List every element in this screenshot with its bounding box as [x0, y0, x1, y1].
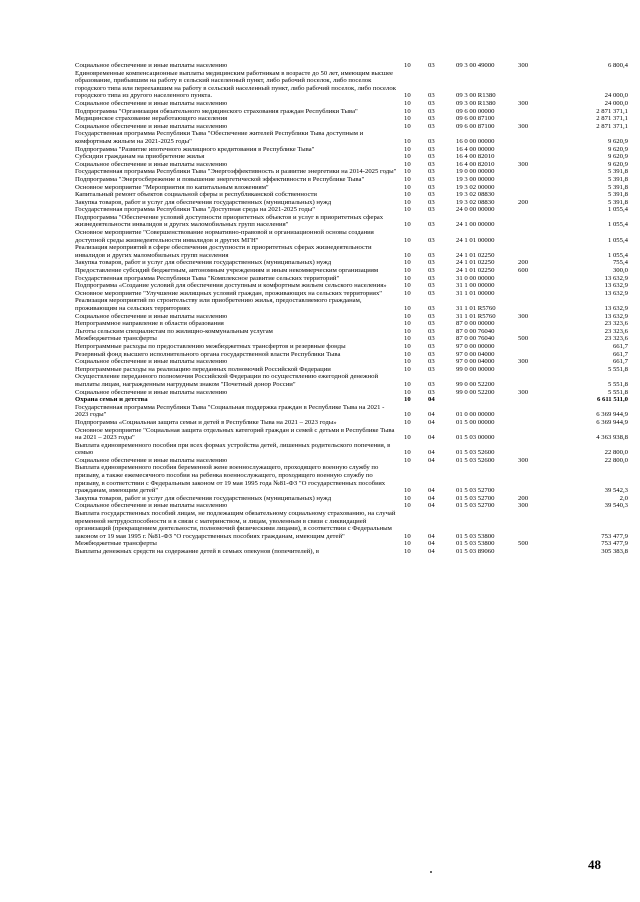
subsection-code: 04 [428, 540, 435, 548]
target-article-code: 01 5 03 52700 [456, 502, 495, 510]
section-code: 10 [404, 168, 411, 176]
table-row [75, 130, 630, 145]
subsection-code: 03 [428, 365, 435, 373]
amount: 5 551,8 [607, 388, 628, 396]
target-article-code: 01 5 03 52700 [456, 494, 495, 502]
section-code: 10 [404, 388, 411, 396]
target-article-code: 09 6 00 87100 [456, 122, 495, 130]
expense-type-code: 500 [518, 540, 529, 548]
section-code: 10 [404, 532, 411, 540]
amount: 1 055,4 [607, 206, 628, 214]
page-number: 48 [588, 857, 601, 872]
expense-name: Реализация мероприятий в сфере обеспечения доступности в приоритетных сферах жизнедеятельности инвалидов и других маломобильных групп населения [75, 244, 372, 259]
amount: 6 800,4 [607, 62, 628, 69]
subsection-code: 04 [428, 449, 435, 457]
amount: 661,7 [612, 350, 628, 358]
section-code: 10 [404, 236, 411, 244]
section-code: 10 [404, 206, 411, 214]
section-code: 10 [404, 137, 411, 145]
section-code: 10 [404, 502, 411, 510]
expense-type-code: 300 [518, 99, 529, 107]
target-article-code: 09 3 00 R1380 [456, 99, 496, 107]
expense-name: Социальное обеспечение и иные выплаты населению [75, 122, 228, 130]
expense-name: Подпрограмма «Создание условий для обеспечения доступным и комфортным жильем сельского населения» [75, 282, 387, 290]
section-code: 10 [404, 434, 411, 442]
target-article-code: 24 1 01 02250 [456, 251, 495, 259]
amount: 661,7 [612, 358, 628, 366]
subsection-code: 03 [428, 160, 435, 168]
table-row [75, 199, 630, 207]
subsection-code: 03 [428, 183, 435, 191]
section-code: 10 [404, 251, 411, 259]
expense-name: Основное мероприятие "Социальная защита отдельных категорий граждан и семей с детьми в Республике Тыва на 2021 – 2023 годы" [75, 426, 395, 442]
expense-type-code: 300 [518, 312, 529, 320]
target-article-code: 16 4 00 00000 [456, 145, 495, 153]
section-code: 10 [404, 350, 411, 358]
target-article-code: 87 0 00 00000 [456, 320, 495, 328]
amount: 5 391,8 [607, 168, 628, 176]
table-row [75, 389, 630, 397]
expense-name: Осуществление переданного полномочия Российской Федерации по осуществлению ежегодной денежной выплаты лицам, награжденным нагрудным знаком "Почетный донор России" [75, 373, 379, 388]
section-code: 10 [404, 540, 411, 548]
section-code: 10 [404, 183, 411, 191]
budget-table [75, 62, 630, 556]
amount: 753 477,9 [601, 540, 628, 548]
table-row [75, 214, 630, 229]
target-article-code: 16 4 00 82010 [456, 153, 495, 161]
table-row [75, 457, 630, 465]
table-row [75, 419, 630, 427]
amount: 24 000,0 [604, 99, 628, 107]
amount: 6 611 511,0 [596, 396, 628, 404]
table-row [75, 229, 630, 244]
amount: 755,4 [612, 259, 628, 267]
section-code: 10 [404, 411, 411, 419]
expense-type-code: 300 [518, 456, 529, 464]
expense-name: Межбюджетные трансферты [75, 335, 157, 343]
subsection-code: 04 [428, 487, 435, 495]
expense-name: Социальное обеспечение и иные выплаты населению [75, 456, 228, 464]
subsection-code: 03 [428, 282, 435, 290]
table-row [75, 502, 630, 510]
section-code: 10 [404, 380, 411, 388]
target-article-code: 01 5 03 52600 [456, 456, 495, 464]
target-article-code: 01 0 00 00000 [456, 411, 495, 419]
subsection-code: 03 [428, 320, 435, 328]
table-row [75, 495, 630, 503]
subsection-code: 03 [428, 191, 435, 199]
expense-name: Непрограммные расходы по предоставлению межбюджетных трансфертов и резервные фонды [75, 342, 346, 350]
subsection-code: 03 [428, 137, 435, 145]
section-code: 10 [404, 396, 411, 404]
section-code: 10 [404, 115, 411, 123]
subsection-code: 04 [428, 418, 435, 426]
target-article-code: 01 5 03 52600 [456, 449, 495, 457]
table-row [75, 244, 630, 259]
subsection-code: 03 [428, 99, 435, 107]
amount: 23 323,6 [604, 320, 628, 328]
subsection-code: 03 [428, 350, 435, 358]
amount: 1 055,4 [607, 251, 628, 259]
expense-type-code: 300 [518, 122, 529, 130]
amount: 300,0 [612, 267, 628, 275]
section-code: 10 [404, 449, 411, 457]
expense-name: Предоставление субсидий бюджетным, автономным учреждениям и иным некоммерческим организациям [75, 267, 379, 275]
table-row [75, 62, 630, 70]
table-row [75, 123, 630, 131]
subsection-code: 03 [428, 122, 435, 130]
target-article-code: 01 5 00 00000 [456, 418, 495, 426]
amount: 9 620,9 [607, 137, 628, 145]
expense-name: Льготы сельским специалистам по жилищно-коммунальным услугам [75, 327, 273, 335]
table-row [75, 358, 630, 366]
expense-type-code: 500 [518, 335, 529, 343]
subsection-code: 04 [428, 396, 435, 404]
table-row [75, 259, 630, 267]
section-code: 10 [404, 494, 411, 502]
table-row [75, 313, 630, 321]
table-row [75, 100, 630, 108]
amount: 6 369 944,9 [596, 411, 628, 419]
subsection-code: 03 [428, 342, 435, 350]
subsection-code: 04 [428, 456, 435, 464]
amount: 13 632,9 [604, 282, 628, 290]
amount: 6 369 944,9 [596, 418, 628, 426]
table-row [75, 115, 630, 123]
section-code: 10 [404, 274, 411, 282]
table-row [75, 510, 630, 540]
table-row [75, 373, 630, 388]
expense-name: Государственная программа Республики Тыва "Социальная поддержка граждан в Республике Тыва на 2021 - 2023 годы" [75, 403, 385, 419]
amount: 23 323,6 [604, 327, 628, 335]
section-code: 10 [404, 267, 411, 275]
subsection-code: 03 [428, 206, 435, 214]
amount: 13 632,9 [604, 305, 628, 312]
section-code: 10 [404, 320, 411, 328]
expense-name: Социальное обеспечение и иные выплаты населению [75, 502, 228, 510]
expense-name: Подпрограмма "Организация обязательного медицинского страхования граждан Республики Тыва" [75, 107, 358, 115]
subsection-code: 03 [428, 115, 435, 123]
target-article-code: 01 5 03 89060 [456, 548, 495, 555]
target-article-code: 19 3 00 00000 [456, 175, 495, 183]
section-code: 10 [404, 305, 411, 312]
table-row [75, 184, 630, 192]
subsection-code: 03 [428, 259, 435, 267]
target-article-code: 31 1 01 R5760 [456, 312, 496, 320]
target-article-code: 24 1 01 00000 [456, 236, 495, 244]
target-article-code: 31 0 00 00000 [456, 274, 495, 282]
table-row [75, 206, 630, 214]
expense-name: Резервный фонд высшего исполнительного органа государственной власти Республики Тыва [75, 350, 341, 358]
subsection-code: 03 [428, 168, 435, 176]
expense-type-code: 300 [518, 62, 529, 69]
target-article-code: 01 5 03 53800 [456, 540, 495, 548]
section-code: 10 [404, 418, 411, 426]
amount: 22 800,0 [604, 449, 628, 457]
table-row [75, 396, 630, 404]
target-article-code: 19 3 02 08830 [456, 198, 495, 206]
target-article-code: 87 0 00 76040 [456, 335, 495, 343]
amount: 2,0 [619, 494, 628, 502]
target-article-code: 99 0 00 00000 [456, 365, 495, 373]
expense-name: Социальное обеспечение и иные выплаты населению [75, 312, 228, 320]
table-row [75, 191, 630, 199]
amount: 753 477,9 [601, 532, 628, 540]
target-article-code: 97 0 00 04000 [456, 350, 495, 358]
expense-name: Социальное обеспечение и иные выплаты населению [75, 62, 228, 69]
subsection-code: 04 [428, 494, 435, 502]
subsection-code: 04 [428, 532, 435, 540]
section-code: 10 [404, 358, 411, 366]
amount: 305 383,8 [601, 548, 628, 555]
table-row [75, 153, 630, 161]
table-row [75, 540, 630, 548]
amount: 9 620,9 [607, 160, 628, 168]
expense-type-code: 600 [518, 267, 529, 275]
table-row [75, 335, 630, 343]
target-article-code: 09 6 00 87100 [456, 115, 495, 123]
expense-name: Основное мероприятие "Улучшение жилищных условий граждан, проживающих на сельских территориях" [75, 289, 383, 297]
amount: 23 323,6 [604, 335, 628, 343]
expense-name: Охрана семьи и детства [75, 396, 148, 404]
expense-name: Закупка товаров, работ и услуг для обеспечения государственных (муниципальных) нужд [75, 259, 332, 267]
section-code: 10 [404, 342, 411, 350]
subsection-code: 03 [428, 335, 435, 343]
expense-name: Субсидии гражданам на приобретение жилья [75, 153, 205, 161]
amount: 5 551,8 [607, 365, 628, 373]
target-article-code: 97 0 00 00000 [456, 342, 495, 350]
subsection-code: 03 [428, 274, 435, 282]
table-row [75, 108, 630, 116]
target-article-code: 24 1 00 00000 [456, 221, 495, 229]
expense-name: Медицинское страхование неработающего населения [75, 115, 228, 123]
table-row [75, 161, 630, 169]
section-code: 10 [404, 365, 411, 373]
table-row [75, 146, 630, 154]
subsection-code: 03 [428, 380, 435, 388]
expense-name: Выплаты денежных средств на содержание детей в семьях опекунов (попечителей), в [75, 548, 319, 555]
expense-name: Государственная программа Республики Тыва "Обеспечение жителей Республики Тыва доступным и комфортным жильем на 2021-2025 годы" [75, 130, 364, 145]
expense-type-code: 300 [518, 358, 529, 366]
section-code: 10 [404, 487, 411, 495]
section-code: 10 [404, 312, 411, 320]
table-row [75, 343, 630, 351]
target-article-code: 01 5 03 00000 [456, 434, 495, 442]
expense-type-code: 300 [518, 502, 529, 510]
amount: 5 391,8 [607, 198, 628, 206]
table-row [75, 464, 630, 494]
table-row [75, 427, 630, 442]
target-article-code: 09 3 00 49000 [456, 62, 495, 69]
table-row [75, 442, 630, 457]
amount: 1 055,4 [607, 236, 628, 244]
table-row [75, 404, 630, 419]
target-article-code: 09 3 00 R1380 [456, 92, 496, 100]
target-article-code: 16 0 00 00000 [456, 137, 495, 145]
expense-type-code: 200 [518, 259, 529, 267]
table-row [75, 168, 630, 176]
subsection-code: 03 [428, 62, 435, 69]
amount: 5 391,8 [607, 183, 628, 191]
section-code: 10 [404, 335, 411, 343]
subsection-code: 03 [428, 145, 435, 153]
section-code: 10 [404, 175, 411, 183]
target-article-code: 31 1 01 00000 [456, 289, 495, 297]
subsection-code: 03 [428, 312, 435, 320]
amount: 39 542,3 [604, 487, 628, 495]
expense-name: Непрограммные расходы на реализацию переданных полномочий Российской Федерации [75, 365, 331, 373]
expense-name: Непрограммное направление в области образования [75, 320, 224, 328]
target-article-code: 19 3 02 08830 [456, 191, 495, 199]
expense-type-code: 200 [518, 198, 529, 206]
subsection-code: 03 [428, 107, 435, 115]
expense-name: Социальное обеспечение и иные выплаты населению [75, 388, 228, 396]
section-code: 10 [404, 198, 411, 206]
subsection-code: 03 [428, 305, 435, 312]
section-code: 10 [404, 122, 411, 130]
expense-name: Основное мероприятие "Совершенствование нормативно-правовой и организационной основы создания доступной среды жизнедеятельности инвалидов и других МГН" [75, 229, 374, 244]
target-article-code: 24 1 01 02250 [456, 259, 495, 267]
subsection-code: 03 [428, 175, 435, 183]
amount: 4 363 938,8 [596, 434, 628, 442]
expense-type-code: 200 [518, 494, 529, 502]
amount: 39 540,3 [604, 502, 628, 510]
expense-name: Реализация мероприятий по строительству или приобретению жилья, предоставляемого гражданам, проживающим на сельских территориях [75, 297, 362, 312]
target-article-code: 24 0 00 00000 [456, 206, 495, 214]
target-article-code: 19 3 02 00000 [456, 183, 495, 191]
subsection-code: 03 [428, 289, 435, 297]
expense-name: Подпрограмма "Энергосбережение и повышение энергетической эффективности в Республике Тыва" [75, 175, 365, 183]
subsection-code: 04 [428, 411, 435, 419]
section-code: 10 [404, 327, 411, 335]
amount: 2 871 371,1 [596, 122, 628, 130]
subsection-code: 03 [428, 221, 435, 229]
subsection-code: 03 [428, 236, 435, 244]
expense-name: Выплата государственных пособий лицам, не подлежащим обязательному социальному страхованию, на случай временной нетрудоспособности и в связи с материнством, и лицам, уволенным в связи с ликвидацией организаций (прекращением деятельности, полномочий физическими лицами), в соответствии с Федеральным законом от 19 мая 1995 г. №81-ФЗ "О государственных пособиях гражданам, имеющим детей" [75, 510, 396, 540]
section-code: 10 [404, 160, 411, 168]
section-code: 10 [404, 259, 411, 267]
expense-name: Капитальный ремонт объектов социальной сферы и республиканской собственности [75, 191, 317, 199]
table-row [75, 282, 630, 290]
target-article-code: 99 0 00 52200 [456, 380, 495, 388]
expense-type-code: 300 [518, 160, 529, 168]
expense-name: Социальное обеспечение и иные выплаты населению [75, 160, 228, 168]
table-row [75, 267, 630, 275]
amount: 2 871 371,1 [596, 107, 628, 115]
amount: 13 632,9 [604, 274, 628, 282]
target-article-code: 31 1 01 R5760 [456, 305, 496, 312]
expense-name: Государственная программа Республики Тыва "Комплексное развитие сельских территорий" [75, 274, 340, 282]
section-code: 10 [404, 145, 411, 153]
target-article-code: 24 1 01 02250 [456, 267, 495, 275]
section-code: 10 [404, 191, 411, 199]
amount: 13 632,9 [604, 312, 628, 320]
expense-name: Социальное обеспечение и иные выплаты населению [75, 99, 228, 107]
target-article-code: 01 5 03 53800 [456, 532, 495, 540]
table-row [75, 351, 630, 359]
target-article-code: 09 6 00 00000 [456, 107, 495, 115]
expense-name: Государственная программа Республики Тыва "Энергоэффективность и развитие энергетики на 2014-2025 годы" [75, 168, 397, 176]
table-row [75, 328, 630, 336]
amount: 1 055,4 [607, 221, 628, 229]
amount: 13 632,9 [604, 289, 628, 297]
subsection-code: 03 [428, 327, 435, 335]
target-article-code: 97 0 00 04000 [456, 358, 495, 366]
table-row [75, 320, 630, 328]
section-code: 10 [404, 456, 411, 464]
section-code: 10 [404, 221, 411, 229]
subsection-code: 03 [428, 251, 435, 259]
expense-name: Основное мероприятие "Мероприятия по капитальным вложениям" [75, 183, 269, 191]
table-row [75, 297, 630, 312]
expense-name: Социальное обеспечение и иные выплаты населению [75, 358, 228, 366]
amount: 2 871 371,1 [596, 115, 628, 123]
amount: 9 620,9 [607, 153, 628, 161]
table-row [75, 176, 630, 184]
section-code: 10 [404, 548, 411, 555]
table-row [75, 548, 630, 556]
section-code: 10 [404, 62, 411, 69]
expense-name: Подпрограмма "Обеспечение условий доступности приоритетных объектов и услуг в приоритетных сферах жизнедеятельности инвалидов и других маломобильных групп населения" [75, 213, 384, 229]
expense-name: Выплата единовременного пособия беременной жене военнослужащего, проходящего военную службу по призыву, а также ежемесячного пособия на ребенка военнослужащего, проходящего военную службу по призыву, в соответствии с Федеральным законом от 19 мая 1995 года №81-ФЗ "О государственных пособиях гражданам, имеющим детей" [75, 464, 386, 495]
amount: 5 551,8 [607, 380, 628, 388]
amount: 661,7 [612, 342, 628, 350]
subsection-code: 03 [428, 92, 435, 100]
scan-speck [430, 871, 432, 873]
subsection-code: 03 [428, 358, 435, 366]
section-code: 10 [404, 289, 411, 297]
expense-name: Закупка товаров, работ и услуг для обеспечения государственных (муниципальных) нужд [75, 494, 332, 502]
target-article-code: 99 0 00 52200 [456, 388, 495, 396]
table-row [75, 275, 630, 283]
subsection-code: 03 [428, 267, 435, 275]
target-article-code: 01 5 03 52700 [456, 487, 495, 495]
target-article-code: 16 4 00 82010 [456, 160, 495, 168]
amount: 5 391,8 [607, 175, 628, 183]
expense-name: Закупка товаров, работ и услуг для обеспечения государственных (муниципальных) нужд [75, 198, 332, 206]
target-article-code: 87 0 00 76040 [456, 327, 495, 335]
subsection-code: 03 [428, 198, 435, 206]
expense-type-code: 300 [518, 388, 529, 396]
expense-name: Подпрограмма "Развитие ипотечного жилищного кредитования в Республике Тыва" [75, 145, 315, 153]
section-code: 10 [404, 92, 411, 100]
amount: 22 800,0 [604, 456, 628, 464]
amount: 9 620,9 [607, 145, 628, 153]
subsection-code: 04 [428, 502, 435, 510]
section-code: 10 [404, 153, 411, 161]
subsection-code: 04 [428, 434, 435, 442]
expense-name: Межбюджетные трансферты [75, 540, 157, 548]
amount: 5 391,8 [607, 191, 628, 199]
expense-name: Государственная программа Республики Тыва "Доступная среда на 2021-2025 годы" [75, 206, 315, 214]
section-code: 10 [404, 99, 411, 107]
amount: 24 000,0 [604, 92, 628, 100]
section-code: 10 [404, 107, 411, 115]
target-article-code: 19 0 00 00000 [456, 168, 495, 176]
expense-name: Единовременные компенсационные выплаты медицинским работникам в возрасте до 50 лет, имеющим высшее образование, прибывшим на работу в сельский населенный пункт, либо рабочий поселок, либо поселок городского типа или переехавшим на работу в сельский населенный пункт, либо рабочий поселок, либо поселок городского типа из другого населенного пункта. [75, 69, 396, 100]
table-row [75, 290, 630, 298]
expense-name: Подпрограмма «Социальная защита семьи и детей в Республике Тыва на 2021 – 2023 годы» [75, 418, 337, 426]
subsection-code: 04 [428, 548, 435, 555]
target-article-code: 31 1 00 00000 [456, 282, 495, 290]
table-row [75, 70, 630, 100]
expense-name: Выплата единовременного пособия при всех формах устройства детей, лишенных родительского попечения, в семью [75, 441, 391, 457]
section-code: 10 [404, 282, 411, 290]
subsection-code: 03 [428, 153, 435, 161]
subsection-code: 03 [428, 388, 435, 396]
table-row [75, 366, 630, 374]
